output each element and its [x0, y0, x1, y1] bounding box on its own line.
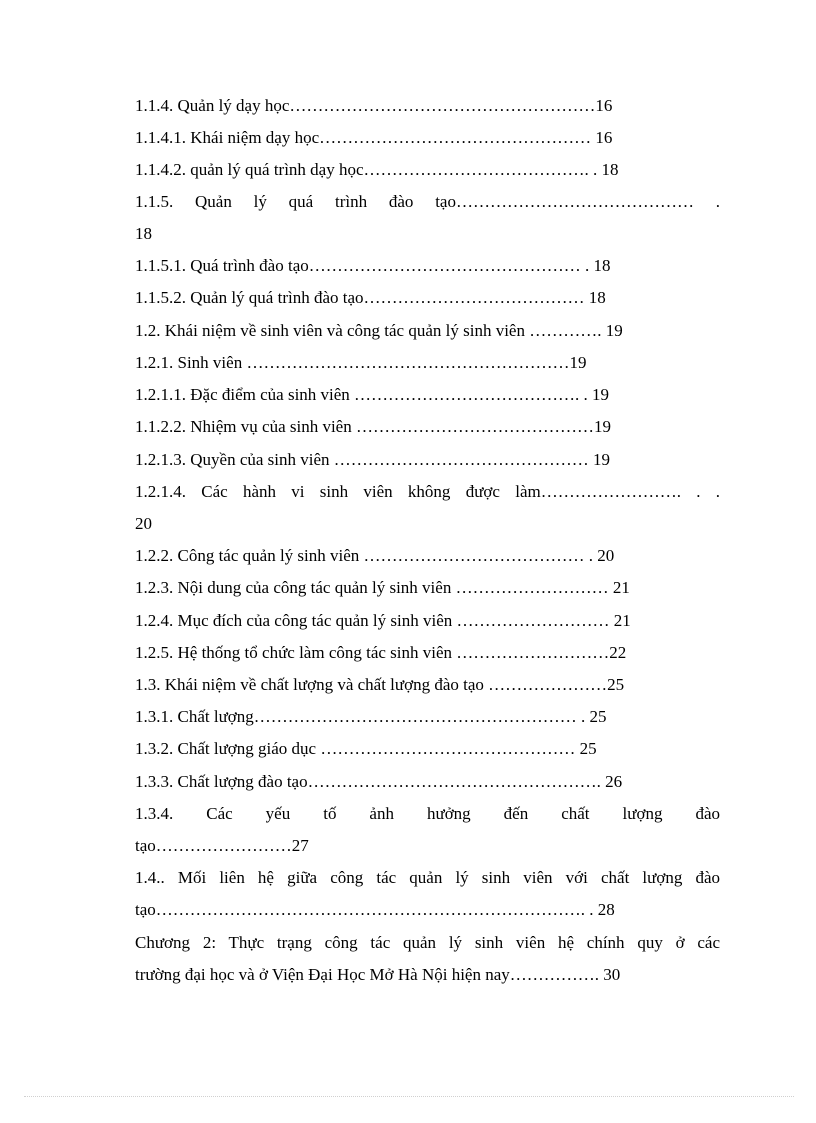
- toc-line: 1.3.1. Chất lượng………………………………………………… . 25: [135, 707, 607, 726]
- toc-line: 1.1.5.2. Quản lý quá trình đào tạo………………………………… 18: [135, 288, 606, 307]
- toc-line: 1.1.5.1. Quá trình đào tạo………………………………………… . 18: [135, 256, 611, 275]
- toc-line: 1.3.2. Chất lượng giáo dục ……………………………………… 25: [135, 739, 597, 758]
- toc-line: 1.2.1. Sinh viên …………………………………………………19: [135, 353, 587, 372]
- toc-line-page: 20: [135, 514, 152, 533]
- toc-line: 1.1.2.2. Nhiệm vụ của sinh viên ……………………………………19: [135, 417, 611, 436]
- toc-line: 1.4.. Mối liên hệ giữa công tác quản lý sinh viên với chất lượng đào: [135, 868, 720, 887]
- toc-line: 1.2. Khái niệm về sinh viên và công tác quản lý sinh viên …………. 19: [135, 321, 623, 340]
- toc-line: 1.1.5. Quản lý quá trình đào tạo…………………………………… .: [135, 192, 720, 211]
- toc-line: 1.1.4. Quản lý dạy học………………………………………………16: [135, 96, 613, 115]
- toc-line: 1.2.2. Công tác quản lý sinh viên ………………………………… . 20: [135, 546, 615, 565]
- toc-line: 1.1.4.1. Khái niệm dạy học………………………………………… 16: [135, 128, 613, 147]
- toc-line: 1.2.1.3. Quyền của sinh viên ……………………………………… 19: [135, 450, 611, 469]
- toc-line: 1.2.3. Nội dung của công tác quản lý sinh viên ……………………… 21: [135, 578, 630, 597]
- toc-line: 1.3.4. Các yếu tố ảnh hưởng đến chất lượng đào: [135, 804, 720, 823]
- page-bottom-rule: [24, 1096, 794, 1097]
- toc-line-continuation: tạo…………………………………………………………………. . 28: [135, 900, 615, 919]
- toc-line: 1.1.4.2. quản lý quá trình dạy học…………………………………. . 18: [135, 160, 619, 179]
- toc-line: 1.3. Khái niệm về chất lượng và chất lượng đào tạo …………………25: [135, 675, 625, 694]
- toc-line: 1.3.3. Chất lượng đào tạo……………………………………………. 26: [135, 772, 623, 791]
- toc-line: 1.2.4. Mục đích của công tác quản lý sinh viên ……………………… 21: [135, 611, 631, 630]
- toc-line-page: 18: [135, 224, 152, 243]
- toc-line: Chương 2: Thực trạng công tác quản lý sinh viên hệ chính quy ở các: [135, 933, 720, 952]
- toc-line-continuation: tạo……………………27: [135, 836, 309, 855]
- toc-line: 1.2.5. Hệ thống tổ chức làm công tác sinh viên ………………………22: [135, 643, 627, 662]
- toc-line: 1.2.1.1. Đặc điểm của sinh viên …………………………………. . 19: [135, 385, 610, 404]
- toc-line-continuation: trường đại học và ở Viện Đại Học Mở Hà Nội hiện nay……………. 30: [135, 965, 621, 984]
- toc-line: 1.2.1.4. Các hành vi sinh viên không được làm……………………. . .: [135, 482, 720, 501]
